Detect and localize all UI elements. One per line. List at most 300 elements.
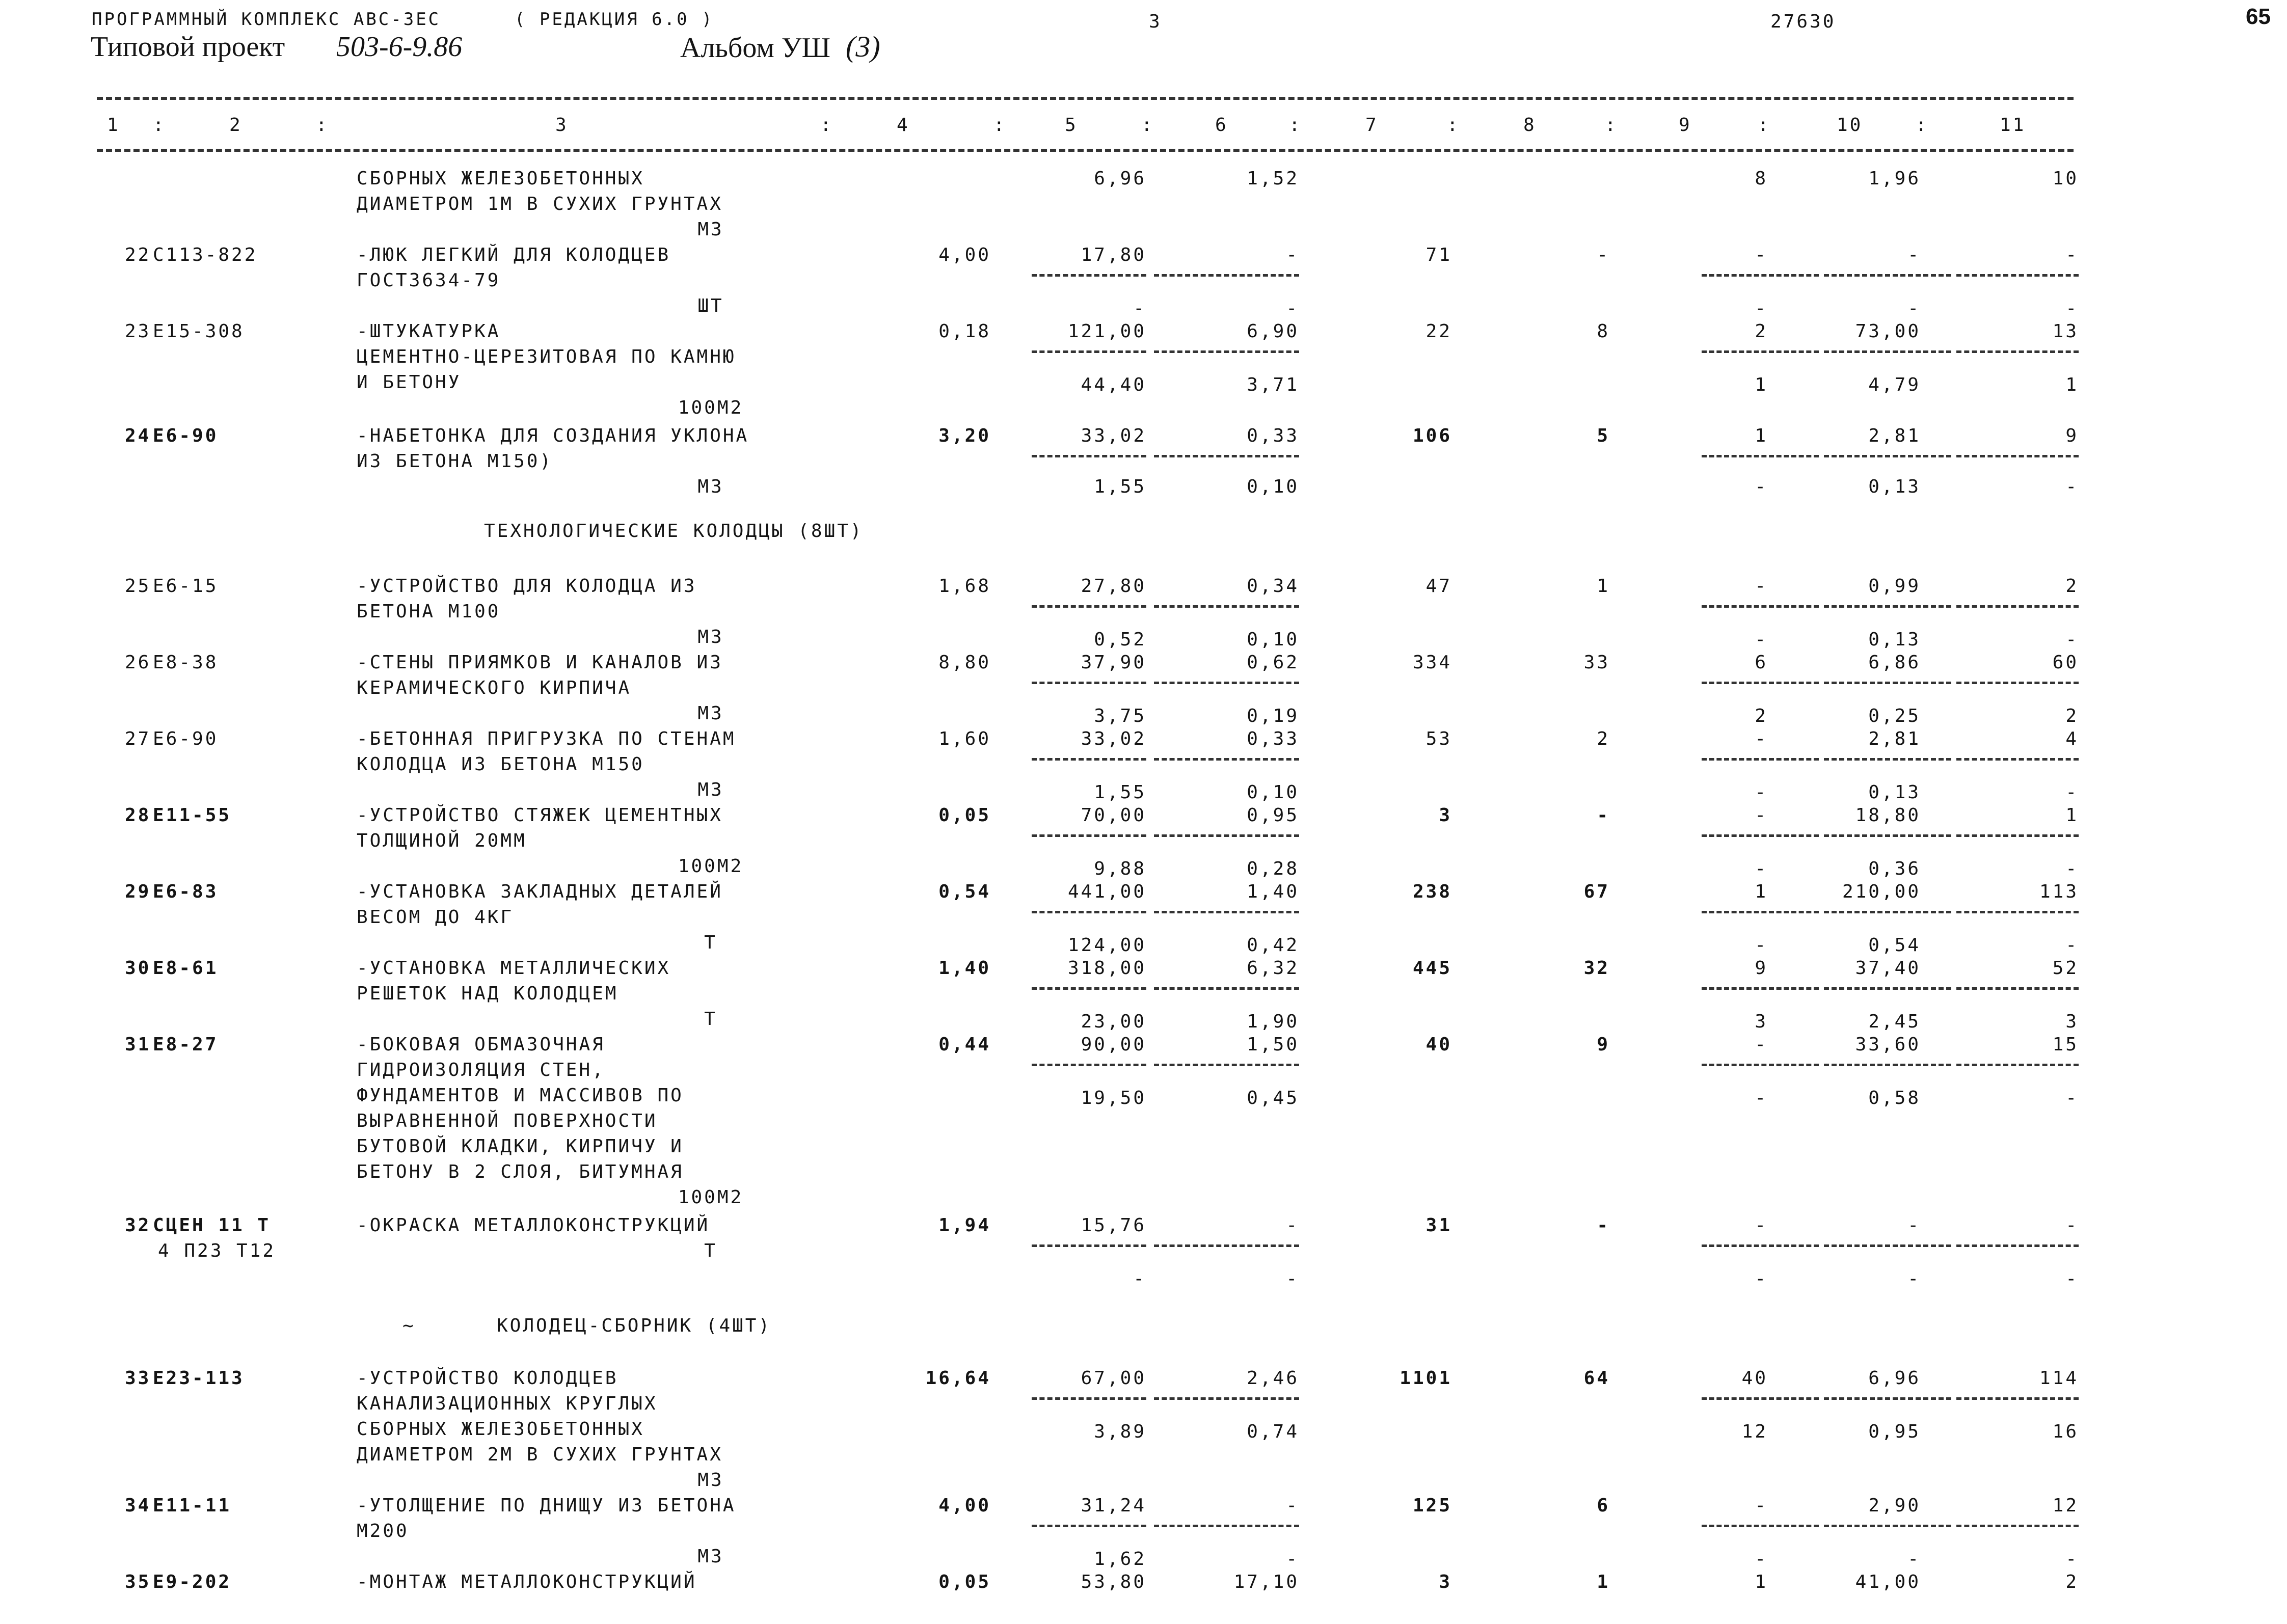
total-wage: 1 — [1597, 1572, 1610, 1592]
cell-divider — [1956, 987, 2079, 990]
table-header-rule — [97, 149, 2074, 152]
machine-cost: - — [1755, 728, 1768, 749]
column-header-sep: : — [1916, 115, 1929, 136]
unit-cost: 6,96 — [1094, 168, 1146, 189]
wage-cost: 2,46 — [1247, 1368, 1299, 1389]
labor-per-unit: - — [1907, 245, 1921, 265]
unit-cost: 441,00 — [1067, 881, 1146, 902]
machine-cost-secondary: - — [1755, 858, 1768, 879]
work-description: -ЛЮК ЛЕГКИЙ ДЛЯ КОЛОДЦЕВ — [357, 245, 671, 265]
row-number: 33 — [125, 1368, 151, 1389]
labor-per-unit: 6,96 — [1868, 1368, 1921, 1389]
machine-cost: 2 — [1755, 321, 1768, 342]
rate-code: Е11-11 — [153, 1495, 232, 1516]
rate-code: Е11-55 — [153, 805, 232, 826]
unit-cost-secondary: 3,75 — [1094, 706, 1146, 726]
total-wage: 8 — [1597, 321, 1610, 342]
work-description: ДИАМЕТРОМ 2М В СУХИХ ГРУНТАХ — [357, 1444, 723, 1465]
column-header-sep: : — [153, 115, 166, 136]
labor-per-unit: - — [1907, 1215, 1921, 1236]
total-wage: 9 — [1597, 1034, 1610, 1055]
quantity: 3,20 — [938, 425, 991, 446]
labor-per-unit-secondary: 4,79 — [1868, 374, 1921, 395]
cell-divider — [1032, 605, 1146, 608]
row-number: 32 — [125, 1215, 151, 1236]
cell-divider — [1956, 1525, 2079, 1527]
cell-divider — [1956, 911, 2079, 913]
wage-cost: 0,33 — [1247, 425, 1299, 446]
unit-cost: 53,80 — [1081, 1572, 1146, 1592]
labor-per-unit-secondary: 0,13 — [1868, 782, 1921, 803]
row-number: 23 — [125, 321, 151, 342]
page-mark: 3 — [1149, 11, 1162, 32]
wage-cost: 1,50 — [1247, 1034, 1299, 1055]
wage-cost-secondary: 0,19 — [1247, 706, 1299, 726]
labor-per-unit-secondary: 0,54 — [1868, 935, 1921, 956]
rate-code: Е6-90 — [153, 425, 219, 446]
labor-total-secondary: 16 — [2052, 1421, 2079, 1442]
total-cost: 125 — [1412, 1495, 1452, 1516]
work-description: БЕТОНУ В 2 СЛОЯ, БИТУМНАЯ — [357, 1161, 684, 1182]
unit-cost-secondary: 19,50 — [1081, 1088, 1146, 1108]
work-description: -УТОЛЩЕНИЕ ПО ДНИЩУ ИЗ БЕТОНА — [357, 1495, 736, 1516]
cell-divider — [1702, 911, 1819, 913]
unit-of-measure: М3 — [697, 703, 724, 724]
labor-total-secondary: - — [2065, 935, 2079, 956]
column-header-4: 4 — [897, 115, 910, 136]
labor-total: 2 — [2065, 576, 2079, 597]
cell-divider — [1154, 834, 1299, 837]
quantity: 0,44 — [938, 1034, 991, 1055]
unit-cost-secondary: 9,88 — [1094, 858, 1146, 879]
unit-cost: 27,80 — [1081, 576, 1146, 597]
cell-divider — [1824, 1244, 1951, 1247]
wage-cost: 6,32 — [1247, 958, 1299, 979]
machine-cost: - — [1755, 1034, 1768, 1055]
total-cost: 22 — [1425, 321, 1452, 342]
cell-divider — [1956, 350, 2079, 353]
work-description: ЦЕМЕНТНО-ЦЕРЕЗИТОВАЯ ПО КАМНЮ — [357, 346, 736, 367]
cell-divider — [1154, 350, 1299, 353]
wage-cost: 17,10 — [1233, 1572, 1299, 1592]
machine-cost: 1 — [1755, 425, 1768, 446]
work-description: -МОНТАЖ МЕТАЛЛОКОНСТРУКЦИЙ — [357, 1572, 697, 1592]
unit-of-measure: М3 — [697, 476, 724, 497]
unit-of-measure: Т — [704, 1009, 717, 1030]
rate-code: Е9-202 — [153, 1572, 232, 1592]
labor-per-unit: 2,90 — [1868, 1495, 1921, 1516]
wage-cost-secondary: - — [1286, 298, 1299, 319]
unit-cost: 37,90 — [1081, 652, 1146, 673]
unit-cost: 90,00 — [1081, 1034, 1146, 1055]
wage-cost: 0,95 — [1247, 805, 1299, 826]
labor-total: 60 — [2052, 652, 2079, 673]
quantity: 8,80 — [938, 652, 991, 673]
cell-divider — [1032, 274, 1146, 277]
wage-cost: 0,62 — [1247, 652, 1299, 673]
labor-total-secondary: 2 — [2065, 706, 2079, 726]
unit-cost-secondary: - — [1133, 298, 1146, 319]
quantity: 1,40 — [938, 958, 991, 979]
total-wage: - — [1597, 245, 1610, 265]
quantity: 0,18 — [938, 321, 991, 342]
machine-cost: 1 — [1755, 881, 1768, 902]
labor-per-unit: 2,81 — [1868, 728, 1921, 749]
unit-cost: 121,00 — [1067, 321, 1146, 342]
cell-divider — [1824, 758, 1951, 761]
work-description: -УСТРОЙСТВО КОЛОДЦЕВ — [357, 1368, 618, 1389]
rate-code: Е8-27 — [153, 1034, 219, 1055]
row-number: 31 — [125, 1034, 151, 1055]
rate-code: Е8-61 — [153, 958, 219, 979]
cell-divider — [1824, 350, 1951, 353]
rate-code-cont: 4 П23 Т12 — [158, 1240, 276, 1261]
column-header-sep: : — [1758, 115, 1771, 136]
wage-cost-secondary: 0,10 — [1247, 629, 1299, 650]
labor-total: 10 — [2052, 168, 2079, 189]
work-description: ДИАМЕТРОМ 1М В СУХИХ ГРУНТАХ — [357, 194, 723, 214]
labor-total: 113 — [2039, 881, 2079, 902]
cell-divider — [1824, 455, 1951, 457]
cell-divider — [1824, 605, 1951, 608]
labor-per-unit-secondary: 0,13 — [1868, 476, 1921, 497]
row-number: 30 — [125, 958, 151, 979]
column-header-11: 11 — [2000, 115, 2026, 136]
column-header-sep: : — [1447, 115, 1460, 136]
unit-of-measure: Т — [704, 1240, 717, 1261]
quantity: 1,94 — [938, 1215, 991, 1236]
table-top-rule — [97, 97, 2074, 100]
total-cost: 47 — [1425, 576, 1452, 597]
cell-divider — [1154, 1397, 1299, 1400]
cell-divider — [1032, 350, 1146, 353]
labor-total: 12 — [2052, 1495, 2079, 1516]
quantity: 16,64 — [925, 1368, 991, 1389]
column-header-6: 6 — [1215, 115, 1228, 136]
wage-cost: - — [1286, 245, 1299, 265]
cell-divider — [1702, 350, 1819, 353]
total-cost: 3 — [1439, 805, 1452, 826]
unit-cost-secondary: 23,00 — [1081, 1011, 1146, 1032]
labor-per-unit-secondary: - — [1907, 1268, 1921, 1289]
machine-cost-secondary: - — [1755, 935, 1768, 956]
cell-divider — [1702, 987, 1819, 990]
total-wage: 5 — [1597, 425, 1610, 446]
rate-code: С113-822 — [153, 245, 258, 265]
machine-cost-secondary: - — [1755, 1549, 1768, 1569]
document-code: 27630 — [1770, 11, 1836, 32]
unit-of-measure: 100М2 — [678, 397, 744, 418]
labor-total: 1 — [2065, 805, 2079, 826]
column-header-sep: : — [1605, 115, 1618, 136]
unit-of-measure: М3 — [697, 627, 724, 647]
labor-total-secondary: - — [2065, 1088, 2079, 1108]
machine-cost-secondary: - — [1755, 476, 1768, 497]
row-number: 29 — [125, 881, 151, 902]
unit-of-measure: М3 — [697, 219, 724, 240]
labor-total-secondary: - — [2065, 782, 2079, 803]
cell-divider — [1824, 274, 1951, 277]
quantity: 1,68 — [938, 576, 991, 597]
work-description: ГОСТ3634-79 — [357, 270, 501, 291]
work-description: М200 — [357, 1521, 409, 1541]
rate-code: Е15-308 — [153, 321, 245, 342]
labor-per-unit-secondary: - — [1907, 1549, 1921, 1569]
total-wage: 33 — [1583, 652, 1610, 673]
unit-cost: 17,80 — [1081, 245, 1146, 265]
cell-divider — [1824, 1064, 1951, 1066]
unit-of-measure: М3 — [697, 1546, 724, 1567]
total-wage: 67 — [1583, 881, 1610, 902]
unit-cost: 70,00 — [1081, 805, 1146, 826]
labor-per-unit-secondary: 0,36 — [1868, 858, 1921, 879]
cell-divider — [1824, 682, 1951, 684]
quantity: 0,05 — [938, 805, 991, 826]
unit-cost-secondary: 1,55 — [1094, 782, 1146, 803]
labor-total-secondary: - — [2065, 1268, 2079, 1289]
machine-cost: - — [1755, 245, 1768, 265]
machine-cost-secondary: 12 — [1741, 1421, 1768, 1442]
work-description: -СТЕНЫ ПРИЯМКОВ И КАНАЛОВ ИЗ — [357, 652, 723, 673]
cell-divider — [1702, 605, 1819, 608]
cell-divider — [1032, 911, 1146, 913]
unit-cost: 33,02 — [1081, 425, 1146, 446]
labor-total-secondary: - — [2065, 858, 2079, 879]
cell-divider — [1154, 758, 1299, 761]
quantity: 4,00 — [938, 1495, 991, 1516]
cell-divider — [1032, 1064, 1146, 1066]
labor-per-unit: 6,86 — [1868, 652, 1921, 673]
cell-divider — [1032, 1397, 1146, 1400]
wage-cost-secondary: - — [1286, 1268, 1299, 1289]
total-cost: 40 — [1425, 1034, 1452, 1055]
work-description: ТОЛЩИНОЙ 20ММ — [357, 830, 527, 851]
wage-cost: 6,90 — [1247, 321, 1299, 342]
column-header-8: 8 — [1523, 115, 1537, 136]
labor-per-unit-secondary: 0,25 — [1868, 706, 1921, 726]
column-header-9: 9 — [1679, 115, 1692, 136]
total-cost: 53 — [1425, 728, 1452, 749]
wage-cost-secondary: 0,10 — [1247, 782, 1299, 803]
labor-total: - — [2065, 1215, 2079, 1236]
wage-cost: 0,34 — [1247, 576, 1299, 597]
cell-divider — [1824, 1525, 1951, 1527]
total-wage: 6 — [1597, 1495, 1610, 1516]
cell-divider — [1824, 1397, 1951, 1400]
work-description: И БЕТОНУ — [357, 372, 462, 393]
wage-cost-secondary: 0,45 — [1247, 1088, 1299, 1108]
rate-code: Е23-113 — [153, 1368, 245, 1389]
cell-divider — [1956, 1244, 2079, 1247]
labor-per-unit: 18,80 — [1855, 805, 1921, 826]
cell-divider — [1032, 682, 1146, 684]
work-description: -НАБЕТОНКА ДЛЯ СОЗДАНИЯ УКЛОНА — [357, 425, 749, 446]
cell-divider — [1154, 911, 1299, 913]
machine-cost: 8 — [1755, 168, 1768, 189]
work-description: -УСТРОЙСТВО ДЛЯ КОЛОДЦА ИЗ — [357, 576, 697, 597]
album-number: (3) — [846, 30, 880, 63]
quantity: 4,00 — [938, 245, 991, 265]
project-label: Типовой проект — [91, 31, 285, 63]
machine-cost: 40 — [1741, 1368, 1768, 1389]
unit-of-measure: М3 — [697, 779, 724, 800]
cell-divider — [1154, 1525, 1299, 1527]
labor-per-unit-secondary: 2,45 — [1868, 1011, 1921, 1032]
page-number: 65 — [2246, 4, 2271, 29]
work-description: КАНАЛИЗАЦИОННЫХ КРУГЛЫХ — [357, 1393, 658, 1414]
labor-per-unit-secondary: 0,58 — [1868, 1088, 1921, 1108]
cell-divider — [1956, 834, 2079, 837]
quantity: 0,05 — [938, 1572, 991, 1592]
column-header-sep: : — [993, 115, 1007, 136]
total-cost: 1101 — [1400, 1368, 1452, 1389]
row-number: 34 — [125, 1495, 151, 1516]
machine-cost-secondary: - — [1755, 298, 1768, 319]
cell-divider — [1702, 682, 1819, 684]
total-wage: - — [1597, 805, 1610, 826]
cell-divider — [1702, 758, 1819, 761]
column-header-10: 10 — [1837, 115, 1863, 136]
cell-divider — [1154, 682, 1299, 684]
row-number: 24 — [125, 425, 151, 446]
cell-divider — [1956, 682, 2079, 684]
unit-of-measure: 100М2 — [678, 856, 744, 877]
section-technological-wells: ТЕХНОЛОГИЧЕСКИЕ КОЛОДЦЫ (8ШТ) — [484, 521, 864, 542]
cell-divider — [1956, 1397, 2079, 1400]
work-description: -УСТАНОВКА МЕТАЛЛИЧЕСКИХ — [357, 958, 671, 979]
cell-divider — [1702, 1244, 1819, 1247]
unit-cost: 318,00 — [1067, 958, 1146, 979]
column-header-sep: : — [1141, 115, 1154, 136]
unit-cost: 31,24 — [1081, 1495, 1146, 1516]
cell-divider — [1702, 455, 1819, 457]
labor-total-secondary: - — [2065, 1549, 2079, 1569]
cell-divider — [1154, 1244, 1299, 1247]
unit-cost-secondary: 3,89 — [1094, 1421, 1146, 1442]
column-header-1: 1 — [107, 115, 120, 136]
machine-cost: 6 — [1755, 652, 1768, 673]
labor-total: 13 — [2052, 321, 2079, 342]
work-description: РЕШЕТОК НАД КОЛОДЦЕМ — [357, 983, 618, 1004]
unit-cost: 15,76 — [1081, 1215, 1146, 1236]
total-cost: 3 — [1439, 1572, 1452, 1592]
total-wage: 64 — [1583, 1368, 1610, 1389]
cell-divider — [1032, 758, 1146, 761]
cell-divider — [1154, 274, 1299, 277]
total-wage: 2 — [1597, 728, 1610, 749]
labor-total-secondary: - — [2065, 298, 2079, 319]
cell-divider — [1956, 455, 2079, 457]
edition-label: ( РЕДАКЦИЯ 6.0 ) — [515, 9, 714, 30]
work-description: -ШТУКАТУРКА — [357, 321, 501, 342]
cell-divider — [1956, 1064, 2079, 1066]
wage-cost-secondary: 0,42 — [1247, 935, 1299, 956]
unit-cost-secondary: 44,40 — [1081, 374, 1146, 395]
labor-per-unit-secondary: 0,13 — [1868, 629, 1921, 650]
row-number: 35 — [125, 1572, 151, 1592]
column-header-5: 5 — [1065, 115, 1078, 136]
unit-cost: 33,02 — [1081, 728, 1146, 749]
machine-cost: - — [1755, 576, 1768, 597]
total-cost: 106 — [1412, 425, 1452, 446]
work-description: КЕРАМИЧЕСКОГО КИРПИЧА — [357, 678, 632, 698]
work-description: БЕТОНА М100 — [357, 601, 501, 622]
work-description: -УСТАНОВКА ЗАКЛАДНЫХ ДЕТАЛЕЙ — [357, 881, 723, 902]
wage-cost-secondary: 3,71 — [1247, 374, 1299, 395]
rate-code: Е8-38 — [153, 652, 219, 673]
cell-divider — [1702, 1397, 1819, 1400]
labor-total: 4 — [2065, 728, 2079, 749]
project-number: 503-6-9.86 — [336, 31, 463, 63]
cell-divider — [1154, 1064, 1299, 1066]
total-cost: 238 — [1412, 881, 1452, 902]
labor-per-unit: 1,96 — [1868, 168, 1921, 189]
work-description: ВЕСОМ ДО 4КГ — [357, 907, 514, 928]
column-header-3: 3 — [555, 115, 569, 136]
machine-cost: 9 — [1755, 958, 1768, 979]
quantity: 0,54 — [938, 881, 991, 902]
row-number: 25 — [125, 576, 151, 597]
work-description: КОЛОДЦА ИЗ БЕТОНА М150 — [357, 754, 644, 775]
labor-total-secondary: 1 — [2065, 374, 2079, 395]
cell-divider — [1956, 274, 2079, 277]
cell-divider — [1956, 605, 2079, 608]
labor-total-secondary: - — [2065, 629, 2079, 650]
total-wage: - — [1597, 1215, 1610, 1236]
total-wage: 32 — [1583, 958, 1610, 979]
column-header-2: 2 — [229, 115, 243, 136]
cell-divider — [1032, 834, 1146, 837]
row-number: 27 — [125, 728, 151, 749]
cell-divider — [1956, 758, 2079, 761]
cell-divider — [1702, 274, 1819, 277]
labor-per-unit-secondary: 0,95 — [1868, 1421, 1921, 1442]
album-label: Альбом УШ — [680, 32, 830, 64]
total-cost: 445 — [1412, 958, 1452, 979]
wage-cost-secondary: 0,28 — [1247, 858, 1299, 879]
machine-cost-secondary: 3 — [1755, 1011, 1768, 1032]
cell-divider — [1702, 1064, 1819, 1066]
wage-cost: 1,40 — [1247, 881, 1299, 902]
unit-of-measure: М3 — [697, 1470, 724, 1491]
section-mark: ~ — [402, 1315, 416, 1336]
labor-total: - — [2065, 245, 2079, 265]
labor-per-unit: 41,00 — [1855, 1572, 1921, 1592]
cell-divider — [1154, 455, 1299, 457]
work-description: ГИДРОИЗОЛЯЦИЯ СТЕН, — [357, 1060, 605, 1080]
labor-per-unit: 0,99 — [1868, 576, 1921, 597]
unit-cost-secondary: 1,62 — [1094, 1549, 1146, 1569]
work-description: -УСТРОЙСТВО СТЯЖЕК ЦЕМЕНТНЫХ — [357, 805, 723, 826]
work-description: -БЕТОННАЯ ПРИГРУЗКА ПО СТЕНАМ — [357, 728, 736, 749]
labor-total: 114 — [2039, 1368, 2079, 1389]
rate-code: СЦЕН 11 Т — [153, 1215, 271, 1236]
work-description: БУТОВОЙ КЛАДКИ, КИРПИЧУ И — [357, 1136, 684, 1157]
row-number: 22 — [125, 245, 151, 265]
labor-total: 15 — [2052, 1034, 2079, 1055]
unit-cost-secondary: - — [1133, 1268, 1146, 1289]
labor-total: 2 — [2065, 1572, 2079, 1592]
column-header-sep: : — [1289, 115, 1302, 136]
machine-cost-secondary: - — [1755, 1088, 1768, 1108]
wage-cost-secondary: 0,74 — [1247, 1421, 1299, 1442]
cell-divider — [1824, 834, 1951, 837]
cell-divider — [1032, 987, 1146, 990]
section-collector-well: КОЛОДЕЦ-СБОРНИК (4ШТ) — [497, 1315, 772, 1336]
total-cost: 71 — [1425, 245, 1452, 265]
rate-code: Е6-90 — [153, 728, 219, 749]
unit-cost: 67,00 — [1081, 1368, 1146, 1389]
